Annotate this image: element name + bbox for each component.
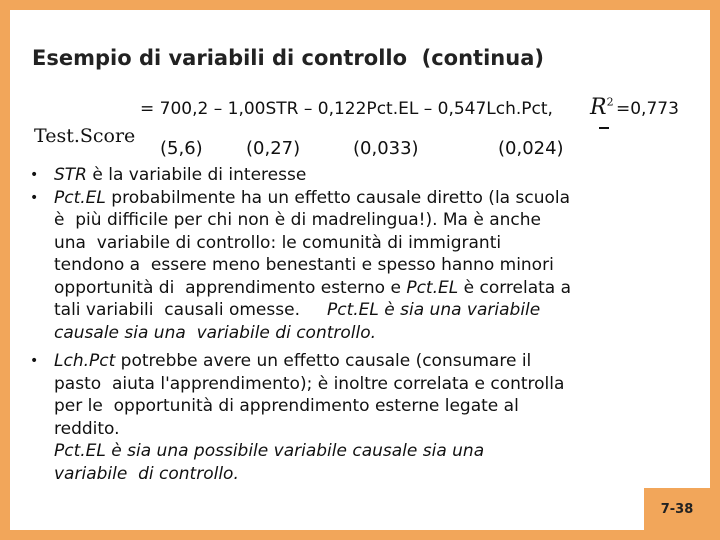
text: pasto aiuta l'apprendimento); è inoltre correlata e controlla (54, 373, 565, 394)
bullet-dot-icon: • (30, 353, 39, 369)
bullet-line (54, 322, 690, 345)
text: potrebbe avere un effetto causale (consumare il (115, 351, 532, 371)
text: una variabile di controllo: le comunità di immigranti (54, 232, 502, 253)
italic-text: Pct.EL (54, 187, 106, 208)
bullet-item (30, 350, 690, 485)
bullet-line (54, 277, 690, 300)
italic-text: variabile di controllo. (54, 463, 239, 484)
bullet-line (54, 187, 690, 210)
text: tendono a essere meno benestanti e spesso hanno minori (54, 255, 554, 275)
equation-rhs: = 700,2 – 1,00STR – 0,122Pct.EL – 0,547Lch.Pct, (140, 99, 553, 119)
bullet-line (54, 440, 690, 463)
bullet-dot-icon: • (30, 167, 39, 183)
r2-letter: R (590, 95, 607, 120)
text: opportunità di apprendimento esterno e (54, 277, 407, 298)
std-error-3: (0,033) (353, 138, 419, 159)
italic-text: Pct.EL è sia una possibile variabile causale sia una (54, 441, 485, 461)
r2-exponent: 2 (606, 95, 614, 109)
slide (10, 10, 710, 530)
italic-text: causale sia una variabile di controllo. (54, 322, 377, 343)
bullet-line (54, 164, 690, 187)
slide-title: Esempio di variabili di controllo (continua) (32, 46, 544, 70)
bullet-line (54, 350, 690, 373)
bullet-line (54, 463, 690, 486)
bullet-line (54, 373, 690, 396)
bullet-line (54, 299, 690, 322)
bullet-line (54, 209, 690, 232)
text: tali variabili causali omesse. (54, 300, 327, 320)
bullet-line (54, 254, 690, 277)
std-error-4: (0,024) (498, 138, 564, 159)
bullet-item (30, 187, 690, 345)
text: è più difficile per chi non è di madrelingua!). Ma è anche (54, 210, 542, 230)
r2-bar-symbol (590, 95, 614, 120)
bullet-dot-icon: • (30, 189, 39, 206)
italic-text: STR (54, 165, 87, 185)
r2-overbar (599, 127, 609, 129)
bullet-line (54, 395, 690, 418)
text: per le opportunità di apprendimento esterne legate al (54, 396, 519, 416)
text: probabilmente ha un effetto causale diretto (la scuola (105, 187, 571, 208)
std-error-1: (5,6) (160, 138, 203, 159)
bullet-item (30, 164, 690, 187)
equation-lhs: Test.Score (34, 125, 136, 147)
italic-text: Pct.EL (406, 277, 459, 298)
text: reddito. (54, 418, 120, 439)
bullet-line (54, 232, 690, 255)
r2-value: =0,773 (616, 99, 679, 119)
text: è la variabile di interesse (87, 165, 307, 185)
italic-text: Pct.EL è sia una variabile (327, 300, 541, 320)
text: è correlata a (458, 277, 572, 298)
page-number: 7-38 (644, 488, 710, 530)
bullet-line (54, 418, 690, 441)
bullet-list (30, 164, 690, 485)
italic-text: Lch.Pct (54, 351, 116, 371)
std-error-2: (0,27) (246, 138, 301, 159)
